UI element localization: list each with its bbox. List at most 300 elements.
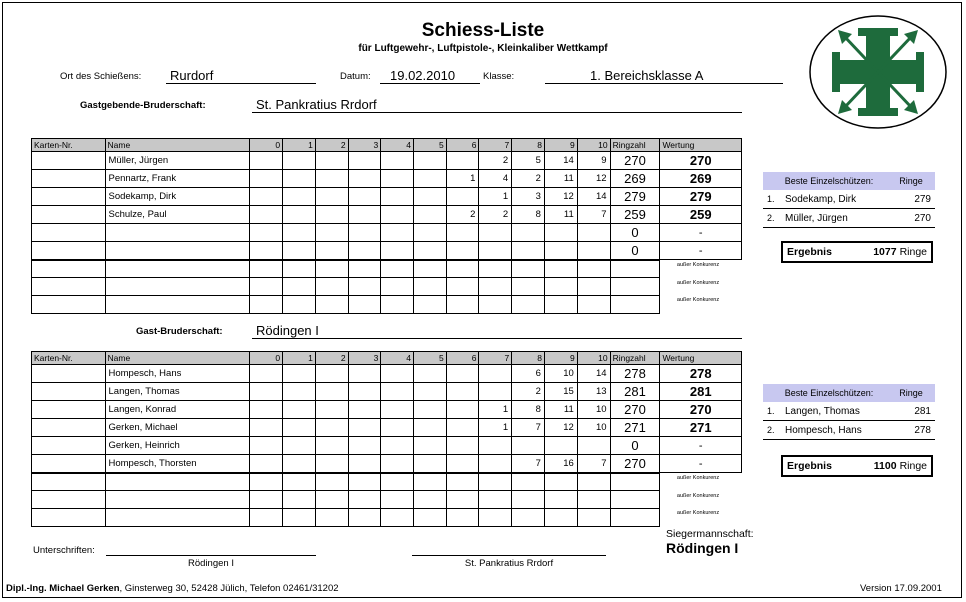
host-cell[interactable] [577, 296, 610, 314]
guest-cell[interactable] [446, 455, 479, 473]
host-cell[interactable] [610, 278, 660, 296]
host-cell[interactable] [315, 206, 348, 224]
guest-cell[interactable]: 0 [610, 437, 660, 455]
guest-cell[interactable]: 270 [610, 455, 660, 473]
host-cell[interactable] [512, 260, 545, 278]
host-cell[interactable] [250, 260, 283, 278]
guest-cell[interactable] [381, 473, 414, 491]
host-cell[interactable] [446, 152, 479, 170]
guest-cell[interactable] [250, 419, 283, 437]
host-cell[interactable]: 2 [479, 152, 512, 170]
guest-cell[interactable]: 14 [577, 365, 610, 383]
host-cell[interactable] [479, 260, 512, 278]
host-cell[interactable] [414, 170, 447, 188]
host-best-name: Sodekamp, Dirk [785, 193, 857, 205]
host-cell[interactable] [315, 260, 348, 278]
guest-cell[interactable] [610, 491, 660, 509]
guest-cell[interactable] [414, 491, 447, 509]
host-cell[interactable] [105, 278, 250, 296]
host-cell[interactable]: 270 [610, 152, 660, 170]
host-cell[interactable] [348, 188, 381, 206]
host-cell[interactable] [283, 242, 316, 260]
guest-cell[interactable] [283, 437, 316, 455]
host-cell[interactable] [348, 224, 381, 242]
host-cell[interactable] [315, 224, 348, 242]
guest-cell[interactable] [250, 437, 283, 455]
host-cell[interactable] [381, 224, 414, 242]
host-cell[interactable]: 259 [660, 206, 742, 224]
guest-cell[interactable] [381, 437, 414, 455]
guest-cell[interactable] [250, 473, 283, 491]
guest-cell[interactable] [283, 365, 316, 383]
host-cell[interactable]: 7 [577, 206, 610, 224]
guest-cell[interactable] [283, 383, 316, 401]
host-cell[interactable] [414, 278, 447, 296]
guest-cell[interactable] [283, 455, 316, 473]
guest-cell[interactable] [348, 365, 381, 383]
host-cell[interactable] [283, 224, 316, 242]
host-cell[interactable]: 11 [544, 170, 577, 188]
host-cell[interactable]: 2 [479, 206, 512, 224]
host-cell[interactable]: - [660, 224, 742, 242]
guest-cell[interactable] [348, 473, 381, 491]
guest-cell[interactable]: 1 [479, 401, 512, 419]
host-column-header: Wertung [660, 139, 742, 152]
host-cell[interactable] [446, 278, 479, 296]
host-cell[interactable] [32, 278, 106, 296]
host-cell[interactable] [32, 206, 106, 224]
guest-table-row [32, 365, 742, 383]
host-cell[interactable] [577, 224, 610, 242]
host-cell[interactable]: 0 [610, 242, 660, 260]
guest-cell[interactable] [315, 455, 348, 473]
host-cell[interactable]: 1 [479, 188, 512, 206]
host-cell[interactable] [32, 242, 106, 260]
guest-cell[interactable]: 1 [479, 419, 512, 437]
host-cell[interactable] [544, 224, 577, 242]
host-cell[interactable] [283, 278, 316, 296]
guest-result-value: 1100 [873, 460, 897, 472]
guest-cell[interactable] [381, 383, 414, 401]
host-cell[interactable]: 270 [660, 152, 742, 170]
guest-cell[interactable]: Gerken, Michael [105, 419, 250, 437]
host-cell[interactable] [315, 170, 348, 188]
host-cell[interactable]: 2 [446, 206, 479, 224]
guest-cell[interactable] [250, 491, 283, 509]
host-cell[interactable]: Müller, Jürgen [105, 152, 250, 170]
guest-cell[interactable] [250, 365, 283, 383]
host-cell[interactable] [414, 206, 447, 224]
guest-cell[interactable] [577, 509, 610, 527]
guest-cell[interactable] [610, 473, 660, 491]
host-cell[interactable] [610, 296, 660, 314]
host-cell[interactable] [381, 242, 414, 260]
guest-cell[interactable]: 281 [660, 383, 742, 401]
guest-cell[interactable] [32, 419, 106, 437]
host-cell[interactable] [250, 224, 283, 242]
host-cell[interactable] [250, 170, 283, 188]
guest-cell[interactable] [283, 491, 316, 509]
host-cell[interactable] [512, 242, 545, 260]
host-cell[interactable] [414, 224, 447, 242]
host-cell[interactable] [544, 242, 577, 260]
host-cell[interactable] [446, 242, 479, 260]
guest-cell[interactable]: Langen, Konrad [105, 401, 250, 419]
guest-cell[interactable] [105, 491, 250, 509]
guest-best-row [763, 421, 935, 440]
host-header-row [32, 139, 742, 152]
host-best-rank: 1. [767, 194, 775, 204]
host-cell[interactable]: 8 [512, 206, 545, 224]
guest-cell[interactable] [250, 401, 283, 419]
host-cell[interactable]: 279 [660, 188, 742, 206]
host-extra-row [32, 296, 742, 314]
guest-best-ringe: Ringe [899, 388, 923, 398]
host-cell[interactable] [283, 296, 316, 314]
host-cell[interactable]: 259 [610, 206, 660, 224]
host-cell[interactable] [348, 260, 381, 278]
guest-cell[interactable] [348, 401, 381, 419]
guest-column-header: Ringzahl [610, 352, 660, 365]
host-cell[interactable] [414, 242, 447, 260]
guest-cell[interactable] [414, 419, 447, 437]
host-cell[interactable] [414, 296, 447, 314]
host-cell[interactable] [283, 152, 316, 170]
guest-cell[interactable] [414, 509, 447, 527]
guest-cell[interactable] [315, 473, 348, 491]
guest-cell[interactable] [446, 383, 479, 401]
host-cell[interactable] [348, 296, 381, 314]
host-table-row [32, 242, 742, 260]
guest-cell[interactable] [283, 401, 316, 419]
guest-cell[interactable] [414, 401, 447, 419]
host-cell[interactable] [610, 260, 660, 278]
guest-cell[interactable] [32, 509, 106, 527]
host-cell[interactable] [479, 278, 512, 296]
guest-cell[interactable] [577, 437, 610, 455]
guest-cell[interactable] [283, 509, 316, 527]
host-cell[interactable]: Schulze, Paul [105, 206, 250, 224]
host-cell[interactable] [544, 296, 577, 314]
host-cell[interactable]: 1 [446, 170, 479, 188]
guest-cell[interactable] [479, 365, 512, 383]
host-cell[interactable]: 0 [610, 224, 660, 242]
guest-cell[interactable] [381, 365, 414, 383]
guest-cell[interactable] [105, 473, 250, 491]
host-cell[interactable] [105, 242, 250, 260]
host-cell[interactable] [250, 278, 283, 296]
guest-cell[interactable] [381, 401, 414, 419]
host-cell[interactable] [315, 188, 348, 206]
guest-cell[interactable]: 7 [512, 419, 545, 437]
guest-cell[interactable]: 2 [512, 383, 545, 401]
guest-cell[interactable] [105, 509, 250, 527]
guest-best-name: Langen, Thomas [785, 405, 860, 417]
host-cell[interactable] [105, 296, 250, 314]
guest-cell[interactable] [577, 491, 610, 509]
host-cell[interactable] [446, 296, 479, 314]
host-table-row [32, 206, 742, 224]
guest-name: Rödingen I [256, 323, 319, 338]
guest-cell[interactable] [348, 383, 381, 401]
host-cell[interactable] [544, 278, 577, 296]
host-cell[interactable] [105, 260, 250, 278]
guest-cell[interactable] [479, 383, 512, 401]
host-cell[interactable] [250, 188, 283, 206]
host-cell[interactable] [348, 242, 381, 260]
guest-column-header: 9 [544, 352, 577, 365]
host-cell[interactable]: 5 [512, 152, 545, 170]
guest-cell[interactable]: 8 [512, 401, 545, 419]
datum-underline [380, 83, 480, 84]
guest-cell[interactable] [512, 437, 545, 455]
guest-cell[interactable] [283, 419, 316, 437]
guest-cell[interactable] [446, 401, 479, 419]
guest-cell[interactable] [414, 473, 447, 491]
guest-cell[interactable] [315, 509, 348, 527]
host-cell[interactable] [414, 152, 447, 170]
guest-cell[interactable]: 12 [544, 419, 577, 437]
host-table-row [32, 188, 742, 206]
host-cell[interactable] [348, 152, 381, 170]
guest-cell[interactable]: 271 [610, 419, 660, 437]
guest-cell[interactable]: 11 [544, 401, 577, 419]
guest-cell[interactable] [315, 419, 348, 437]
host-table-row [32, 152, 742, 170]
host-cell[interactable]: 269 [660, 170, 742, 188]
guest-cell[interactable]: 271 [660, 419, 742, 437]
host-cell[interactable]: 3 [512, 188, 545, 206]
guest-header-row [32, 352, 742, 365]
guest-cell[interactable] [414, 365, 447, 383]
host-result-unit: Ringe [899, 246, 927, 258]
guest-cell[interactable] [414, 455, 447, 473]
host-cell[interactable]: 11 [544, 206, 577, 224]
ort-underline [166, 83, 316, 84]
host-cell[interactable] [512, 278, 545, 296]
host-cell[interactable] [381, 170, 414, 188]
host-cell[interactable] [283, 188, 316, 206]
host-cell[interactable] [250, 152, 283, 170]
host-cell[interactable] [32, 188, 106, 206]
host-cell[interactable]: 2 [512, 170, 545, 188]
host-cell[interactable]: 12 [577, 170, 610, 188]
guest-best-ring: 281 [914, 405, 931, 417]
guest-cell[interactable] [348, 437, 381, 455]
host-cell[interactable] [250, 296, 283, 314]
guest-cell[interactable] [512, 509, 545, 527]
guest-cell[interactable] [283, 473, 316, 491]
host-cell[interactable] [32, 170, 106, 188]
host-cell[interactable] [348, 206, 381, 224]
guest-cell[interactable]: 13 [577, 383, 610, 401]
host-table-row [32, 170, 742, 188]
host-cell[interactable] [32, 152, 106, 170]
host-cell[interactable] [315, 242, 348, 260]
guest-cell[interactable] [446, 419, 479, 437]
guest-cell[interactable] [315, 437, 348, 455]
guest-cell[interactable]: Hompesch, Thorsten [105, 455, 250, 473]
signature-left-name: Rödingen I [188, 558, 234, 569]
guest-cell[interactable]: 278 [660, 365, 742, 383]
guest-cell[interactable] [32, 491, 106, 509]
host-cell[interactable]: - [660, 242, 742, 260]
guest-cell[interactable]: 10 [577, 419, 610, 437]
guest-cell[interactable]: - [660, 437, 742, 455]
host-cell[interactable]: Pennartz, Frank [105, 170, 250, 188]
guest-cell[interactable] [32, 473, 106, 491]
host-cell[interactable]: 4 [479, 170, 512, 188]
guest-cell[interactable] [414, 383, 447, 401]
guest-cell[interactable]: 7 [512, 455, 545, 473]
host-cell[interactable] [414, 188, 447, 206]
guest-cell[interactable] [446, 365, 479, 383]
guest-cell[interactable]: 281 [610, 383, 660, 401]
host-column-header: Name [105, 139, 250, 152]
guest-cell[interactable]: 15 [544, 383, 577, 401]
host-cell[interactable]: 269 [610, 170, 660, 188]
guest-cell[interactable]: 6 [512, 365, 545, 383]
guest-cell[interactable] [315, 401, 348, 419]
host-cell[interactable] [32, 224, 106, 242]
guest-cell[interactable] [32, 365, 106, 383]
guest-cell[interactable] [414, 437, 447, 455]
guest-cell[interactable] [544, 491, 577, 509]
host-cell[interactable] [577, 260, 610, 278]
host-cell[interactable] [446, 224, 479, 242]
guest-cell[interactable]: - [660, 455, 742, 473]
guest-cell[interactable] [381, 509, 414, 527]
guest-cell[interactable]: 10 [577, 401, 610, 419]
host-cell[interactable]: 279 [610, 188, 660, 206]
guest-cell[interactable] [479, 455, 512, 473]
host-cell[interactable]: 14 [577, 188, 610, 206]
host-cell[interactable] [479, 242, 512, 260]
guest-cell[interactable] [348, 509, 381, 527]
guest-cell[interactable] [610, 509, 660, 527]
guest-cell[interactable] [315, 365, 348, 383]
host-cell[interactable] [381, 188, 414, 206]
host-cell[interactable] [512, 296, 545, 314]
guest-cell[interactable] [479, 473, 512, 491]
guest-cell[interactable] [250, 509, 283, 527]
host-cell[interactable]: 12 [544, 188, 577, 206]
host-cell[interactable] [446, 260, 479, 278]
host-cell[interactable] [479, 296, 512, 314]
guest-cell[interactable] [479, 491, 512, 509]
guest-cell[interactable] [250, 455, 283, 473]
host-cell[interactable]: 9 [577, 152, 610, 170]
guest-cell[interactable] [479, 437, 512, 455]
host-cell[interactable] [577, 278, 610, 296]
guest-cell[interactable]: 270 [610, 401, 660, 419]
host-column-header: 10 [577, 139, 610, 152]
guest-column-header: 3 [348, 352, 381, 365]
guest-cell[interactable] [381, 491, 414, 509]
guest-cell[interactable] [32, 383, 106, 401]
guest-cell[interactable] [381, 455, 414, 473]
guest-cell[interactable]: 7 [577, 455, 610, 473]
guest-cell[interactable] [544, 473, 577, 491]
guest-cell[interactable] [32, 437, 106, 455]
guest-cell[interactable]: Gerken, Heinrich [105, 437, 250, 455]
guest-cell[interactable] [381, 419, 414, 437]
guest-cell[interactable] [512, 491, 545, 509]
page-title: Schiess-Liste [421, 20, 545, 41]
guest-cell[interactable] [315, 491, 348, 509]
host-cell[interactable]: Sodekamp, Dirk [105, 188, 250, 206]
host-cell[interactable] [283, 170, 316, 188]
host-table-row [32, 224, 742, 242]
guest-cell[interactable] [544, 509, 577, 527]
guest-cell[interactable] [446, 473, 479, 491]
host-cell[interactable] [414, 260, 447, 278]
guest-cell[interactable] [315, 383, 348, 401]
host-cell[interactable] [577, 242, 610, 260]
host-column-header: 1 [283, 139, 316, 152]
guest-note-3: außer Konkurenz [676, 510, 720, 516]
host-cell[interactable] [315, 278, 348, 296]
host-cell[interactable] [250, 206, 283, 224]
host-extra-row [32, 260, 742, 278]
host-cell[interactable] [32, 260, 106, 278]
host-cell[interactable] [105, 224, 250, 242]
host-cell[interactable] [512, 224, 545, 242]
host-cell[interactable] [381, 152, 414, 170]
guest-cell[interactable] [32, 401, 106, 419]
guest-cell[interactable]: Hompesch, Hans [105, 365, 250, 383]
guest-cell[interactable] [348, 491, 381, 509]
host-result-box [781, 241, 933, 263]
host-cell[interactable] [446, 188, 479, 206]
host-cell[interactable] [348, 278, 381, 296]
guest-cell[interactable] [348, 419, 381, 437]
guest-cell[interactable]: 10 [544, 365, 577, 383]
guest-column-header: 2 [315, 352, 348, 365]
guest-cell[interactable]: 278 [610, 365, 660, 383]
host-cell[interactable]: 14 [544, 152, 577, 170]
guest-underline [252, 338, 742, 339]
guest-cell[interactable] [512, 473, 545, 491]
host-cell[interactable] [348, 170, 381, 188]
host-cell[interactable] [32, 296, 106, 314]
guest-cell[interactable] [577, 473, 610, 491]
guest-cell[interactable] [32, 455, 106, 473]
guest-cell[interactable] [250, 383, 283, 401]
guest-cell[interactable] [446, 491, 479, 509]
host-cell[interactable] [381, 206, 414, 224]
host-cell[interactable] [283, 206, 316, 224]
guest-cell[interactable]: Langen, Thomas [105, 383, 250, 401]
host-cell[interactable] [544, 260, 577, 278]
guest-cell[interactable] [348, 455, 381, 473]
guest-cell[interactable]: 16 [544, 455, 577, 473]
host-cell[interactable] [479, 224, 512, 242]
guest-cell[interactable]: 270 [660, 401, 742, 419]
host-cell[interactable] [250, 242, 283, 260]
guest-cell[interactable] [544, 437, 577, 455]
host-cell[interactable] [315, 296, 348, 314]
host-cell[interactable] [381, 296, 414, 314]
host-cell[interactable] [381, 260, 414, 278]
host-cell[interactable] [381, 278, 414, 296]
guest-cell[interactable] [446, 509, 479, 527]
host-cell[interactable] [315, 152, 348, 170]
guest-cell[interactable] [446, 437, 479, 455]
klasse-value: 1. Bereichsklasse A [590, 68, 704, 83]
host-cell[interactable] [283, 260, 316, 278]
guest-cell[interactable] [479, 509, 512, 527]
